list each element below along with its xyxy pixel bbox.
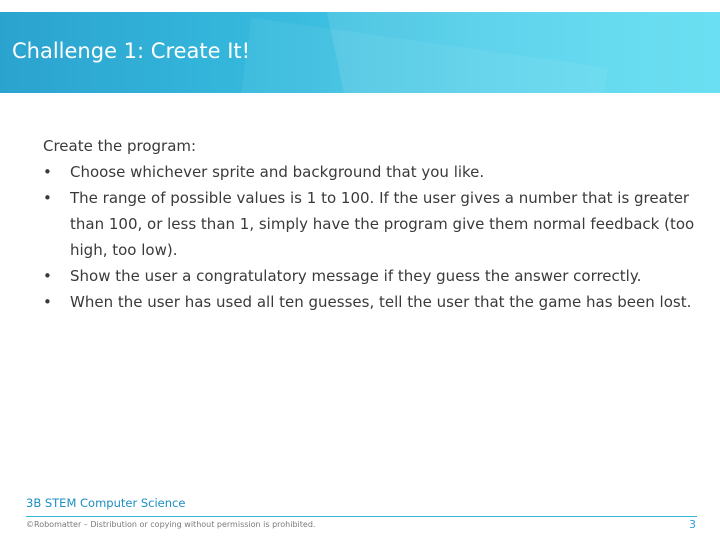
bullet-icon: • bbox=[43, 163, 52, 181]
bullet-item bbox=[43, 289, 703, 315]
slide-title: Challenge 1: Create It! bbox=[12, 39, 251, 63]
bullet-text: When the user has used all ten guesses, tell the user that the game has been lost. bbox=[70, 293, 692, 311]
bullet-text: The range of possible values is 1 to 100. If the user gives a number that is greater than 100, or less than 1, simply have the program give them normal feedback (too high, too low). bbox=[70, 189, 695, 259]
bullet-item bbox=[43, 263, 703, 289]
bullet-list bbox=[43, 159, 703, 315]
footer-divider bbox=[26, 516, 697, 517]
footer-course-name: 3B STEM Computer Science bbox=[26, 496, 186, 510]
footer-copyright: ©Robomatter – Distribution or copying without permission is prohibited. bbox=[26, 520, 316, 529]
slide-body bbox=[43, 133, 703, 315]
bullet-item bbox=[43, 159, 703, 185]
bullet-icon: • bbox=[43, 293, 52, 311]
bullet-text: Choose whichever sprite and background that you like. bbox=[70, 163, 485, 181]
bullet-text: Show the user a congratulatory message if they guess the answer correctly. bbox=[70, 267, 642, 285]
body-intro: Create the program: bbox=[43, 137, 197, 155]
bullet-icon: • bbox=[43, 267, 52, 285]
page-number: 3 bbox=[689, 518, 696, 531]
bullet-item bbox=[43, 185, 703, 263]
bullet-icon: • bbox=[43, 189, 52, 207]
